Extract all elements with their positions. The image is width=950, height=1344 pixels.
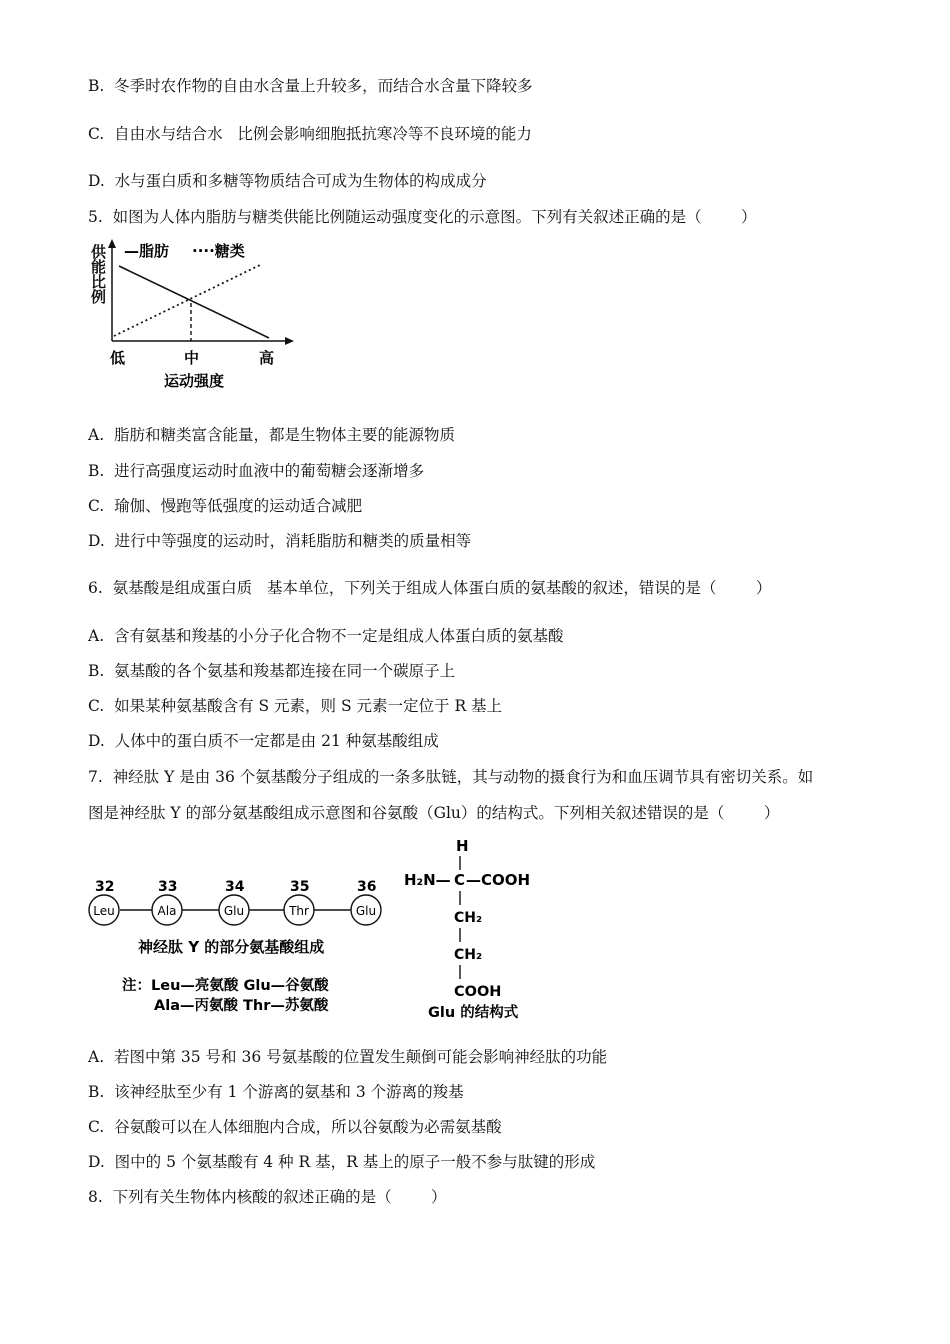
q7-option-c: C. 谷氨酸可以在人体细胞内合成，所以谷氨酸为必需氨基酸 xyxy=(88,1118,502,1136)
residue-label: Thr xyxy=(289,904,309,918)
residue-label: Glu xyxy=(355,904,377,918)
q6-option-d: D. 人体中的蛋白质不一定都是由 21 种氨基酸组成 xyxy=(88,732,439,750)
graph-x-arrow xyxy=(285,337,294,345)
residue-number: 33 xyxy=(158,879,178,895)
q7-option-d: D. 图中的 5 个氨基酸有 4 种 R 基，R 基上的原子一般不参与肽键的形成 xyxy=(88,1153,596,1171)
atom-ch2-1: CH₂ xyxy=(454,910,483,926)
atom-ch2-2: CH₂ xyxy=(454,947,483,963)
q6-option-b: B. 氨基酸的各个氨基和羧基都连接在同一个碳原子上 xyxy=(88,662,456,680)
note-line2: Ala—丙氨酸 Thr—苏氨酸 xyxy=(154,998,329,1014)
fat-line xyxy=(119,266,269,338)
x-axis-label: 运动强度 xyxy=(164,372,225,390)
q6-option-a: A. 含有氨基和羧基的小分子化合物不一定是组成人体蛋白质的氨基酸 xyxy=(88,627,564,645)
q5-option-d: D. 进行中等强度的运动时，消耗脂肪和糖类的质量相等 xyxy=(88,532,472,550)
atom-cooh-right: —COOH xyxy=(466,871,531,889)
note-line1: 注：Leu—亮氨酸 Glu—谷氨酸 xyxy=(122,978,329,994)
residue-32 xyxy=(89,879,119,925)
q4-option-b: B. 冬季时农作物的自由水含量上升较多，而结合水含量下降较多 xyxy=(88,77,533,95)
y-axis-label: 供能比例 xyxy=(89,244,107,304)
legend-fat: —脂肪 xyxy=(124,242,170,260)
glu-structure xyxy=(404,837,530,1021)
x-tick-low: 低 xyxy=(110,349,126,367)
neuropeptide-figure xyxy=(84,835,554,1025)
q7-option-a: A. 若图中第 35 号和 36 号氨基酸的位置发生颠倒可能会影响神经肽的功能 xyxy=(88,1048,608,1066)
q5-option-a: A. 脂肪和糖类富含能量，都是生物体主要的能源物质 xyxy=(88,426,455,444)
residue-number: 32 xyxy=(95,879,115,895)
q6-option-c: C. 如果某种氨基酸含有 S 元素，则 S 元素一定位于 R 基上 xyxy=(88,697,503,715)
q8-stem: 8. 下列有关生物体内核酸的叙述正确的是（ ） xyxy=(88,1188,447,1206)
glu-caption: Glu 的结构式 xyxy=(428,1005,519,1021)
atom-h2n: H₂N— xyxy=(404,871,451,889)
legend-sugar: ····糖类 xyxy=(192,242,245,260)
residue-number: 34 xyxy=(225,879,245,895)
x-tick-high: 高 xyxy=(259,349,275,367)
q5-option-c: C. 瑜伽、慢跑等低强度的运动适合减肥 xyxy=(88,497,363,515)
q6-stem: 6. 氨基酸是组成蛋白质 基本单位，下列关于组成人体蛋白质的氨基酸的叙述，错误的是（ ） xyxy=(88,579,772,597)
residue-number: 36 xyxy=(357,879,377,895)
atom-c: C xyxy=(454,871,466,889)
residue-36 xyxy=(351,879,381,925)
q4-option-d: D. 水与蛋白质和多糖等物质结合可成为生物体的构成成分 xyxy=(88,172,487,190)
residue-number: 35 xyxy=(290,879,310,895)
q7-stem-line2: 图是神经肽 Y 的部分氨基酸组成示意图和谷氨酸（Glu）的结构式。下列相关叙述错误的是（ ） xyxy=(88,804,780,822)
residue-34 xyxy=(219,879,249,925)
q5-stem: 5. 如图为人体内脂肪与糖类供能比例随运动强度变化的示意图。下列有关叙述正确的是（ ） xyxy=(88,208,757,226)
graph-y-arrow xyxy=(108,239,116,248)
q4-option-c: C. 自由水与结合水 比例会影响细胞抵抗寒冷等不良环境的能力 xyxy=(88,125,532,143)
residue-label: Ala xyxy=(157,904,177,918)
q7-option-b: B. 该神经肽至少有 1 个游离的氨基和 3 个游离的羧基 xyxy=(88,1083,464,1101)
residue-label: Leu xyxy=(93,904,115,918)
x-tick-mid: 中 xyxy=(184,349,200,367)
atom-cooh-bottom: COOH xyxy=(454,984,502,1000)
residue-33 xyxy=(152,879,182,925)
atom-h: H xyxy=(456,837,469,855)
q7-stem-line1: 7. 神经肽 Y 是由 36 个氨基酸分子组成的一条多肽链，其与动物的摄食行为和血压调节具有密切关系。如 xyxy=(88,768,814,786)
residue-label: Glu xyxy=(223,904,245,918)
residue-35 xyxy=(284,879,314,925)
energy-ratio-graph xyxy=(84,236,314,396)
peptide-caption: 神经肽 Y 的部分氨基酸组成 xyxy=(138,938,325,956)
q5-option-b: B. 进行高强度运动时血液中的葡萄糖会逐渐增多 xyxy=(88,462,425,480)
